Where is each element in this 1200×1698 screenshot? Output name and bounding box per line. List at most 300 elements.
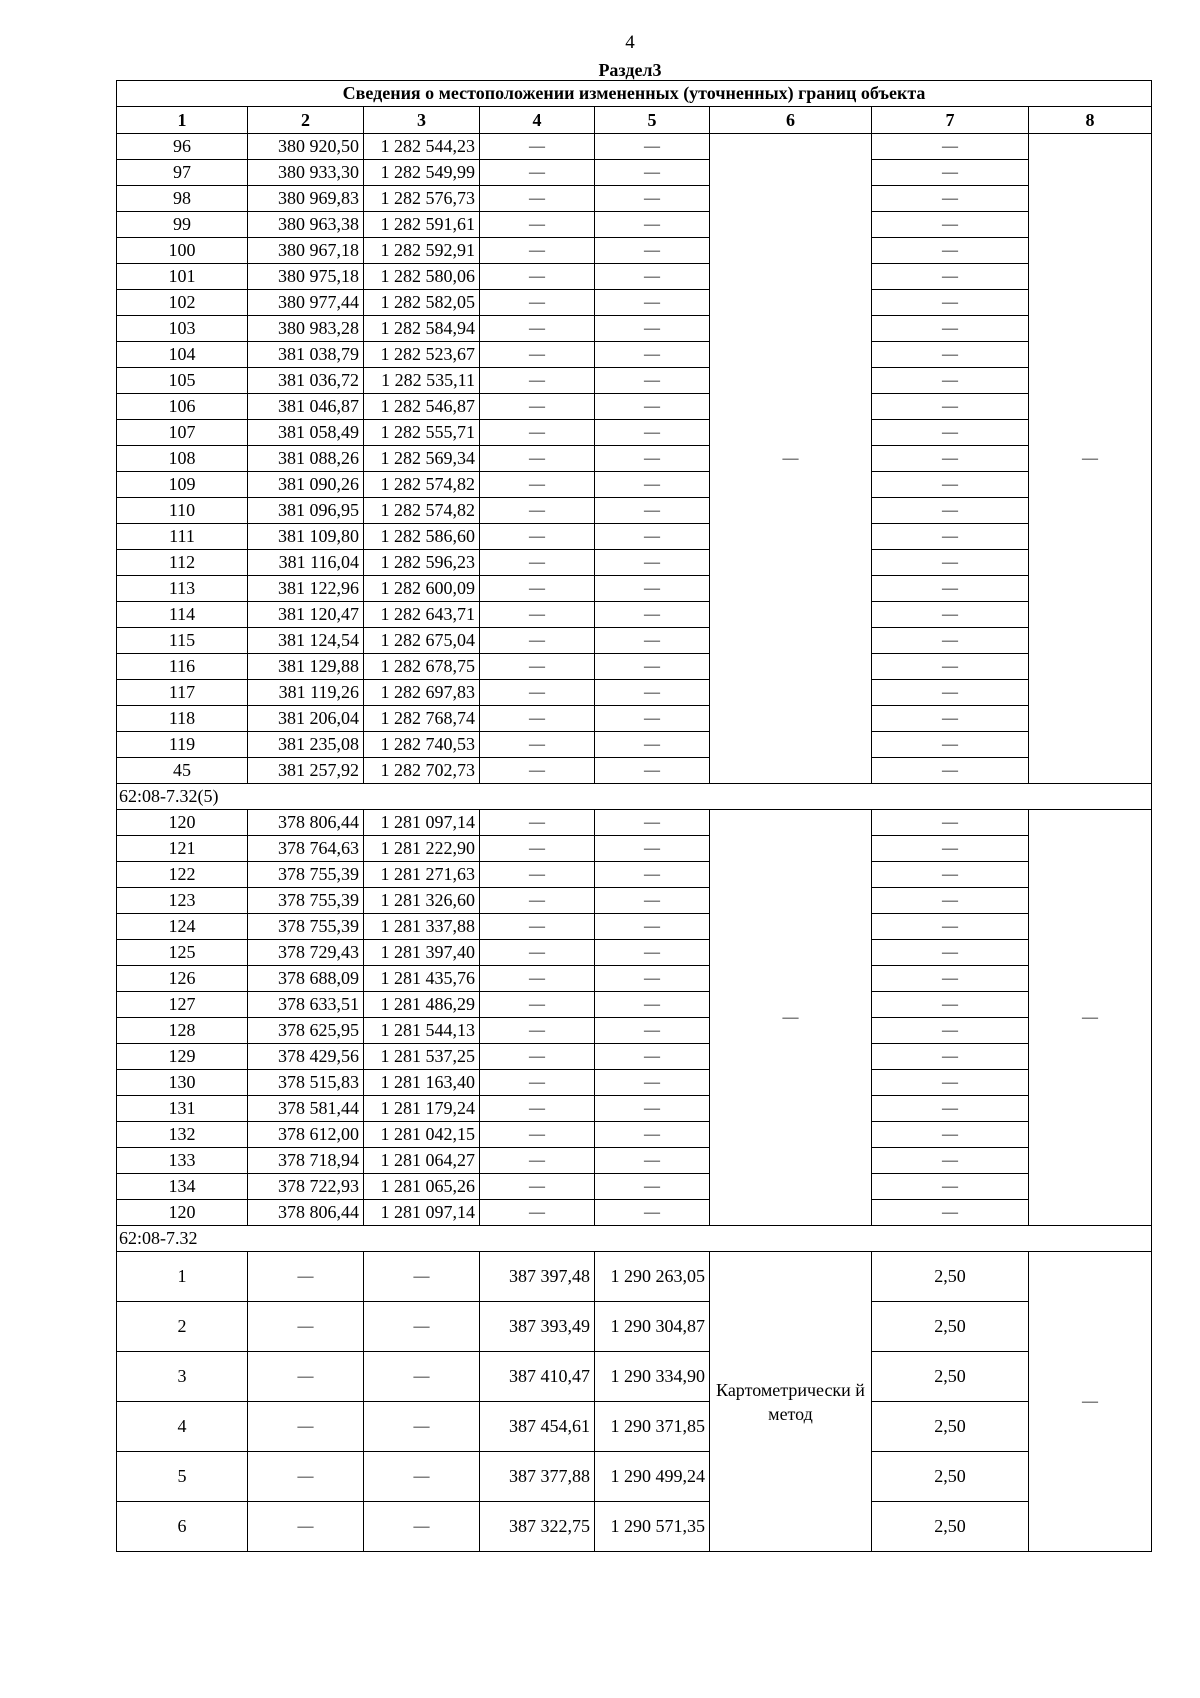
dash-cell: — [595, 1096, 710, 1122]
dash-cell: — [480, 550, 595, 576]
coordinate-x: 378 755,39 [248, 862, 364, 888]
dash-cell: — [480, 1018, 595, 1044]
table-title: Сведения о местоположении измененных (уточненных) границ объекта [117, 81, 1152, 107]
coordinate-x: 381 206,04 [248, 706, 364, 732]
coordinate-x: 378 806,44 [248, 1200, 364, 1226]
dash-cell: — [364, 1402, 480, 1452]
coordinate-x: 380 963,38 [248, 212, 364, 238]
table-row [117, 992, 1152, 1018]
coordinate-x: 381 116,04 [248, 550, 364, 576]
dash-cell: — [480, 810, 595, 836]
dash-cell: — [595, 134, 710, 160]
dash-cell: — [595, 628, 710, 654]
dash-cell: — [595, 1200, 710, 1226]
dash-cell: — [480, 1174, 595, 1200]
point-number: 2 [117, 1302, 248, 1352]
coordinate-x: 380 920,50 [248, 134, 364, 160]
point-number: 115 [117, 628, 248, 654]
dash-cell: — [872, 1174, 1029, 1200]
dash-cell: — [872, 914, 1029, 940]
point-number: 128 [117, 1018, 248, 1044]
point-number: 110 [117, 498, 248, 524]
coordinate-y: 1 282 592,91 [364, 238, 480, 264]
point-number: 6 [117, 1502, 248, 1552]
dash-cell: — [595, 1018, 710, 1044]
point-number: 122 [117, 862, 248, 888]
coordinate-y: 1 281 042,15 [364, 1122, 480, 1148]
table-row [117, 1402, 1152, 1452]
dash-cell: — [595, 394, 710, 420]
point-number: 131 [117, 1096, 248, 1122]
coordinate-x: 381 046,87 [248, 394, 364, 420]
table-row [117, 836, 1152, 862]
coordinate-y: 1 282 584,94 [364, 316, 480, 342]
coordinate-x: 381 090,26 [248, 472, 364, 498]
coordinate-x: 378 633,51 [248, 992, 364, 1018]
section-label: 62:08-7.32 [117, 1226, 1152, 1252]
dash-cell: — [480, 706, 595, 732]
table-row [117, 940, 1152, 966]
coordinate-y: 1 282 544,23 [364, 134, 480, 160]
point-number: 106 [117, 394, 248, 420]
coordinate-y: 1 281 163,40 [364, 1070, 480, 1096]
table-row [117, 1096, 1152, 1122]
point-number: 133 [117, 1148, 248, 1174]
coordinate-y: 1 281 179,24 [364, 1096, 480, 1122]
dash-cell: — [480, 966, 595, 992]
dash-cell: — [595, 966, 710, 992]
table-row [117, 524, 1152, 550]
dash-cell: — [595, 264, 710, 290]
point-number: 107 [117, 420, 248, 446]
dash-cell: — [480, 498, 595, 524]
column-header: 5 [595, 107, 710, 134]
point-number: 3 [117, 1352, 248, 1402]
coordinate-y: 1 282 569,34 [364, 446, 480, 472]
coordinate-x: 378 429,56 [248, 1044, 364, 1070]
dash-cell: — [872, 550, 1029, 576]
point-number: 96 [117, 134, 248, 160]
dash-cell: — [872, 836, 1029, 862]
dash-cell: — [595, 602, 710, 628]
coordinate-x: 380 983,28 [248, 316, 364, 342]
dash-cell: — [480, 290, 595, 316]
table-row [117, 888, 1152, 914]
table-row [117, 446, 1152, 472]
section-label: 62:08-7.32(5) [117, 784, 1152, 810]
point-number: 109 [117, 472, 248, 498]
coordinate-y: 1 281 326,60 [364, 888, 480, 914]
dash-cell: — [872, 732, 1029, 758]
point-number: 99 [117, 212, 248, 238]
table-row [117, 1174, 1152, 1200]
dash-cell: — [364, 1302, 480, 1352]
table-row [117, 1070, 1152, 1096]
coordinate-y: 1 281 064,27 [364, 1148, 480, 1174]
table-row [117, 1352, 1152, 1402]
point-number: 111 [117, 524, 248, 550]
dash-cell: — [595, 1148, 710, 1174]
table-row [117, 862, 1152, 888]
dash-cell: — [364, 1252, 480, 1302]
point-number: 108 [117, 446, 248, 472]
dash-cell: — [480, 1044, 595, 1070]
accuracy-value: 2,50 [872, 1452, 1029, 1502]
coordinate-x: 381 036,72 [248, 368, 364, 394]
table-row [117, 654, 1152, 680]
section-row [117, 1226, 1152, 1252]
coordinate-y: 1 281 435,76 [364, 966, 480, 992]
point-number: 1 [117, 1252, 248, 1302]
coordinate-x: 378 755,39 [248, 914, 364, 940]
dash-cell: — [480, 394, 595, 420]
dash-cell: — [872, 706, 1029, 732]
coordinate-x: 378 688,09 [248, 966, 364, 992]
merged-dash-cell: — [1029, 134, 1152, 784]
point-number: 97 [117, 160, 248, 186]
coordinate-x: 378 755,39 [248, 888, 364, 914]
coordinate-x: 381 088,26 [248, 446, 364, 472]
dash-cell: — [872, 1044, 1029, 1070]
dash-cell: — [595, 654, 710, 680]
coordinate-x: 380 933,30 [248, 160, 364, 186]
column-header: 8 [1029, 107, 1152, 134]
table-row [117, 1044, 1152, 1070]
coordinate-x: 381 129,88 [248, 654, 364, 680]
dash-cell: — [480, 1096, 595, 1122]
dash-cell: — [595, 836, 710, 862]
coordinate-x: 381 119,26 [248, 680, 364, 706]
coordinate-y: 1 282 643,71 [364, 602, 480, 628]
dash-cell: — [595, 472, 710, 498]
column-header: 4 [480, 107, 595, 134]
coordinate-y: 1 281 337,88 [364, 914, 480, 940]
point-number: 104 [117, 342, 248, 368]
dash-cell: — [480, 940, 595, 966]
dash-cell: — [872, 1018, 1029, 1044]
column-header: 6 [710, 107, 872, 134]
coordinate-y: 1 282 702,73 [364, 758, 480, 784]
dash-cell: — [480, 862, 595, 888]
method-cell: Картометрически й метод [710, 1252, 872, 1552]
merged-dash-cell: — [1029, 810, 1152, 1226]
dash-cell: — [480, 654, 595, 680]
coordinate-x: 378 718,94 [248, 1148, 364, 1174]
table-row [117, 602, 1152, 628]
dash-cell: — [480, 680, 595, 706]
point-number: 114 [117, 602, 248, 628]
dash-cell: — [595, 212, 710, 238]
table-row [117, 576, 1152, 602]
dash-cell: — [872, 966, 1029, 992]
dash-cell: — [595, 342, 710, 368]
coordinate-x: 378 625,95 [248, 1018, 364, 1044]
coordinate-y: 1 281 486,29 [364, 992, 480, 1018]
dash-cell: — [872, 290, 1029, 316]
coordinate-y: 1 281 065,26 [364, 1174, 480, 1200]
accuracy-value: 2,50 [872, 1502, 1029, 1552]
table-row [117, 264, 1152, 290]
dash-cell: — [872, 810, 1029, 836]
dash-cell: — [872, 186, 1029, 212]
table-row [117, 472, 1152, 498]
coordinate-y: 1 282 591,61 [364, 212, 480, 238]
dash-cell: — [480, 758, 595, 784]
coordinate-y: 1 290 371,85 [595, 1402, 710, 1452]
dash-cell: — [595, 1044, 710, 1070]
table-row [117, 1252, 1152, 1302]
dash-cell: — [872, 446, 1029, 472]
point-number: 118 [117, 706, 248, 732]
coordinate-y: 1 282 549,99 [364, 160, 480, 186]
point-number: 132 [117, 1122, 248, 1148]
dash-cell: — [480, 732, 595, 758]
dash-cell: — [595, 992, 710, 1018]
table-row [117, 368, 1152, 394]
coordinate-y: 1 281 544,13 [364, 1018, 480, 1044]
coordinate-x: 381 058,49 [248, 420, 364, 446]
coordinate-x: 387 397,48 [480, 1252, 595, 1302]
dash-cell: — [595, 238, 710, 264]
coordinate-x: 378 722,93 [248, 1174, 364, 1200]
dash-cell: — [248, 1452, 364, 1502]
point-number: 123 [117, 888, 248, 914]
dash-cell: — [872, 940, 1029, 966]
table-row [117, 628, 1152, 654]
dash-cell: — [595, 446, 710, 472]
table-row [117, 212, 1152, 238]
dash-cell: — [595, 862, 710, 888]
dash-cell: — [872, 628, 1029, 654]
coordinate-x: 381 109,80 [248, 524, 364, 550]
dash-cell: — [595, 498, 710, 524]
column-header: 1 [117, 107, 248, 134]
coordinate-y: 1 282 576,73 [364, 186, 480, 212]
dash-cell: — [364, 1452, 480, 1502]
point-number: 45 [117, 758, 248, 784]
table-row [117, 1122, 1152, 1148]
coordinate-x: 380 967,18 [248, 238, 364, 264]
dash-cell: — [872, 498, 1029, 524]
point-number: 100 [117, 238, 248, 264]
dash-cell: — [872, 862, 1029, 888]
point-number: 120 [117, 1200, 248, 1226]
point-number: 119 [117, 732, 248, 758]
point-number: 103 [117, 316, 248, 342]
dash-cell: — [872, 212, 1029, 238]
table-row [117, 1200, 1152, 1226]
point-number: 125 [117, 940, 248, 966]
coordinate-x: 381 235,08 [248, 732, 364, 758]
table-row [117, 810, 1152, 836]
table-row [117, 1302, 1152, 1352]
accuracy-value: 2,50 [872, 1402, 1029, 1452]
table-row [117, 914, 1152, 940]
coordinate-y: 1 282 523,67 [364, 342, 480, 368]
accuracy-value: 2,50 [872, 1352, 1029, 1402]
table-row [117, 758, 1152, 784]
dash-cell: — [480, 576, 595, 602]
dash-cell: — [872, 264, 1029, 290]
coordinate-y: 1 290 334,90 [595, 1352, 710, 1402]
column-header: 7 [872, 107, 1029, 134]
coordinate-x: 378 612,00 [248, 1122, 364, 1148]
coordinate-y: 1 282 740,53 [364, 732, 480, 758]
coordinate-y: 1 282 600,09 [364, 576, 480, 602]
coordinate-x: 378 729,43 [248, 940, 364, 966]
table-row [117, 706, 1152, 732]
coordinate-y: 1 282 586,60 [364, 524, 480, 550]
dash-cell: — [480, 524, 595, 550]
section-title: Раздел3 [598, 60, 662, 80]
coordinate-y: 1 290 571,35 [595, 1502, 710, 1552]
table-row [117, 680, 1152, 706]
dash-cell: — [248, 1502, 364, 1552]
dash-cell: — [595, 420, 710, 446]
coordinate-x: 378 806,44 [248, 810, 364, 836]
coordinate-x: 387 393,49 [480, 1302, 595, 1352]
dash-cell: — [480, 212, 595, 238]
dash-cell: — [595, 680, 710, 706]
dash-cell: — [480, 1200, 595, 1226]
coordinate-x: 380 969,83 [248, 186, 364, 212]
table-row [117, 420, 1152, 446]
dash-cell: — [872, 524, 1029, 550]
dash-cell: — [480, 186, 595, 212]
dash-cell: — [595, 940, 710, 966]
dash-cell: — [872, 992, 1029, 1018]
coordinate-y: 1 282 546,87 [364, 394, 480, 420]
dash-cell: — [872, 316, 1029, 342]
dash-cell: — [872, 1148, 1029, 1174]
coordinate-x: 378 581,44 [248, 1096, 364, 1122]
coordinate-y: 1 282 555,71 [364, 420, 480, 446]
dash-cell: — [872, 602, 1029, 628]
dash-cell: — [480, 628, 595, 654]
coordinates-table [116, 80, 1152, 1552]
coordinate-x: 387 377,88 [480, 1452, 595, 1502]
dash-cell: — [248, 1352, 364, 1402]
coordinate-x: 378 764,63 [248, 836, 364, 862]
dash-cell: — [480, 446, 595, 472]
coordinate-y: 1 282 697,83 [364, 680, 480, 706]
coordinate-y: 1 281 222,90 [364, 836, 480, 862]
dash-cell: — [872, 342, 1029, 368]
dash-cell: — [595, 576, 710, 602]
point-number: 5 [117, 1452, 248, 1502]
dash-cell: — [872, 238, 1029, 264]
dash-cell: — [595, 732, 710, 758]
table-row [117, 966, 1152, 992]
point-number: 120 [117, 810, 248, 836]
dash-cell: — [872, 888, 1029, 914]
column-header: 2 [248, 107, 364, 134]
table-row [117, 550, 1152, 576]
dash-cell: — [595, 1070, 710, 1096]
dash-cell: — [480, 420, 595, 446]
table-row [117, 394, 1152, 420]
coordinate-y: 1 282 574,82 [364, 472, 480, 498]
table-row [117, 238, 1152, 264]
dash-cell: — [595, 368, 710, 394]
dash-cell: — [480, 316, 595, 342]
point-number: 129 [117, 1044, 248, 1070]
dash-cell: — [364, 1352, 480, 1402]
accuracy-value: 2,50 [872, 1302, 1029, 1352]
dash-cell: — [480, 1070, 595, 1096]
dash-cell: — [595, 550, 710, 576]
point-number: 127 [117, 992, 248, 1018]
coordinate-x: 380 977,44 [248, 290, 364, 316]
dash-cell: — [872, 576, 1029, 602]
dash-cell: — [872, 1070, 1029, 1096]
point-number: 121 [117, 836, 248, 862]
dash-cell: — [595, 706, 710, 732]
merged-dash-cell: — [710, 134, 872, 784]
dash-cell: — [595, 914, 710, 940]
coordinate-y: 1 282 596,23 [364, 550, 480, 576]
dash-cell: — [595, 1174, 710, 1200]
coordinate-x: 387 454,61 [480, 1402, 595, 1452]
dash-cell: — [364, 1502, 480, 1552]
coordinate-x: 387 322,75 [480, 1502, 595, 1552]
dash-cell: — [595, 810, 710, 836]
coordinate-x: 381 124,54 [248, 628, 364, 654]
coordinate-y: 1 282 535,11 [364, 368, 480, 394]
dash-cell: — [595, 160, 710, 186]
coordinate-y: 1 281 271,63 [364, 862, 480, 888]
coordinate-y: 1 282 675,04 [364, 628, 480, 654]
dash-cell: — [595, 316, 710, 342]
dash-cell: — [595, 888, 710, 914]
dash-cell: — [872, 1096, 1029, 1122]
dash-cell: — [480, 160, 595, 186]
dash-cell: — [872, 1122, 1029, 1148]
table-row [117, 160, 1152, 186]
point-number: 112 [117, 550, 248, 576]
dash-cell: — [872, 472, 1029, 498]
dash-cell: — [480, 264, 595, 290]
dash-cell: — [595, 1122, 710, 1148]
point-number: 102 [117, 290, 248, 316]
dash-cell: — [480, 888, 595, 914]
coordinate-y: 1 290 263,05 [595, 1252, 710, 1302]
dash-cell: — [480, 914, 595, 940]
coordinate-x: 381 257,92 [248, 758, 364, 784]
dash-cell: — [872, 420, 1029, 446]
coordinate-x: 381 120,47 [248, 602, 364, 628]
coordinate-x: 381 038,79 [248, 342, 364, 368]
table-row [117, 186, 1152, 212]
coordinate-y: 1 281 097,14 [364, 1200, 480, 1226]
dash-cell: — [480, 1122, 595, 1148]
coordinate-y: 1 282 582,05 [364, 290, 480, 316]
dash-cell: — [872, 160, 1029, 186]
table-row [117, 498, 1152, 524]
point-number: 116 [117, 654, 248, 680]
point-number: 117 [117, 680, 248, 706]
coordinate-y: 1 282 678,75 [364, 654, 480, 680]
table-row [117, 290, 1152, 316]
dash-cell: — [872, 758, 1029, 784]
section-row [117, 784, 1152, 810]
dash-cell: — [872, 134, 1029, 160]
dash-cell: — [480, 368, 595, 394]
coordinate-x: 381 122,96 [248, 576, 364, 602]
point-number: 134 [117, 1174, 248, 1200]
accuracy-value: 2,50 [872, 1252, 1029, 1302]
column-header: 3 [364, 107, 480, 134]
